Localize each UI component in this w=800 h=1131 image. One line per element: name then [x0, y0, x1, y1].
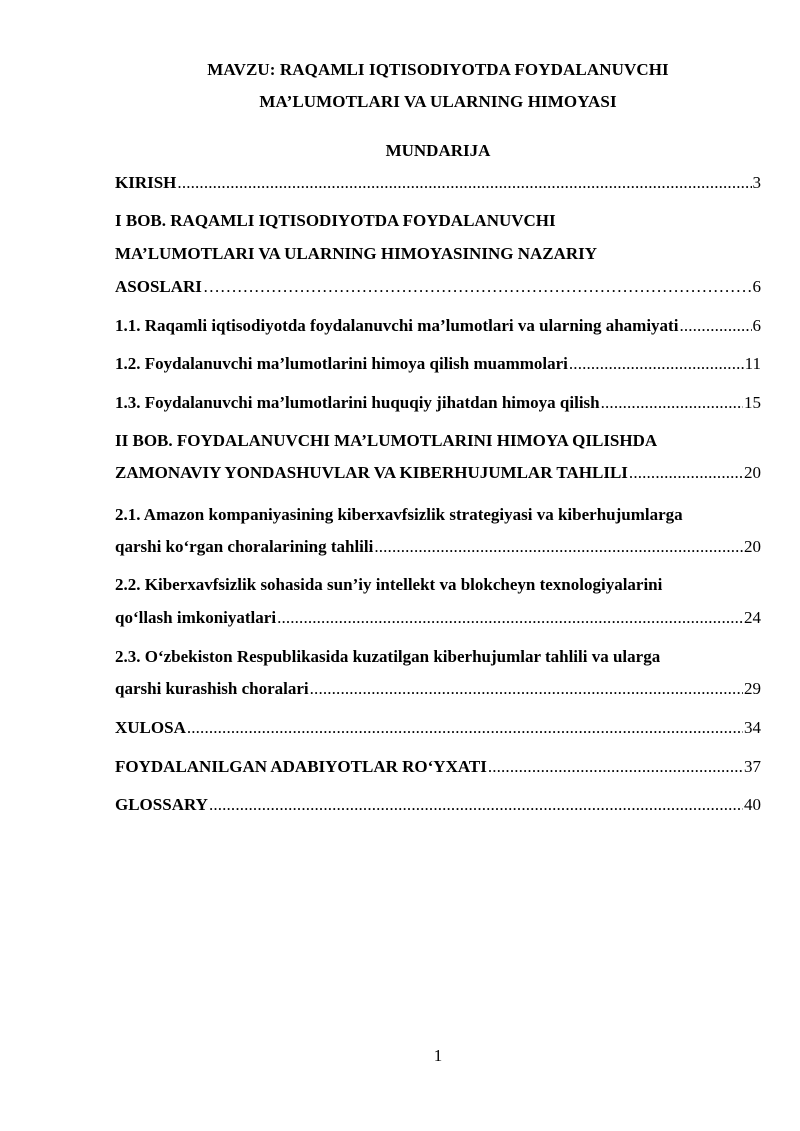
document-title-line-1: MAVZU: RAQAMLI IQTISODIYOTDA FOYDALANUVCHI [207, 60, 669, 79]
toc-entry-page: 11 [744, 354, 761, 373]
toc-entry-label: qo‘llash imkoniyatlari [115, 608, 277, 627]
toc-entry-page: 40 [744, 795, 761, 814]
toc-entry-page: 6 [752, 277, 761, 296]
toc-entry-label: GLOSSARY [115, 795, 208, 814]
toc-entry-label: 2.2. Kiberxavfsizlik sohasida sun’iy intellekt va blokcheyn texnologiyalarini [115, 575, 663, 594]
toc-entry-2-1-line-2[interactable] [115, 537, 761, 557]
toc-entry-kirish[interactable] [115, 173, 761, 193]
dot-leader [679, 316, 751, 336]
dot-leader [277, 608, 743, 628]
toc-entry-2-3-line-1[interactable] [115, 647, 761, 667]
toc-entry-label: qarshi kurashish choralari [115, 679, 309, 698]
toc-entry-page: 20 [744, 463, 761, 482]
toc-chapter-1-line-2[interactable] [115, 244, 761, 264]
dot-leader [374, 537, 743, 557]
toc-entry-page: 34 [744, 718, 761, 737]
dot-leader [177, 173, 751, 193]
toc-entry-label: I BOB. RAQAMLI IQTISODIYOTDA FOYDALANUVCHI [115, 211, 556, 230]
toc-entry-label: II BOB. FOYDALANUVCHI MA’LUMOTLARINI HIMOYA QILISHDA [115, 431, 658, 450]
toc-entry-label: 2.3. O‘zbekiston Respublikasida kuzatilgan kiberhujumlar tahlili va ularga [115, 647, 661, 666]
toc-entry-2-2-line-2[interactable] [115, 608, 761, 628]
toc-entry-label: XULOSA [115, 718, 186, 737]
toc-entry-label: 1.1. Raqamli iqtisodiyotda foydalanuvchi ma’lumotlari va ularning ahamiyati [115, 316, 679, 335]
toc-entry-page: 24 [744, 608, 761, 627]
dot-leader [187, 718, 743, 738]
dot-leader [601, 393, 743, 413]
dot-leader [569, 354, 744, 374]
toc-entry-label: KIRISH [115, 173, 177, 192]
page-number: 1 [433, 1046, 443, 1065]
toc-entry-xulosa[interactable] [115, 718, 761, 738]
toc-entry-page: 37 [744, 757, 761, 776]
toc-entry-label: 1.2. Foydalanuvchi ma’lumotlarini himoya qilish muammolari [115, 354, 568, 373]
toc-heading: MUNDARIJA [385, 141, 491, 160]
toc-entry-adabiyotlar[interactable] [115, 757, 761, 777]
toc-entry-1-1[interactable] [115, 316, 761, 336]
toc-entry-1-2[interactable] [115, 354, 761, 374]
dot-leader [203, 277, 752, 297]
toc-entry-2-1-line-1[interactable] [115, 505, 761, 525]
toc-entry-label: qarshi ko‘rgan choralarining tahlili [115, 537, 374, 556]
toc-entry-label: FOYDALANILGAN ADABIYOTLAR RO‘YXATI [115, 757, 487, 776]
toc-entry-label: ASOSLARI [115, 277, 202, 296]
toc-entry-page: 15 [744, 393, 761, 412]
toc-entry-page: 6 [752, 316, 761, 335]
dot-leader [629, 463, 743, 483]
document-title-line-2: MA’LUMOTLARI VA ULARNING HIMOYASI [259, 92, 617, 111]
toc-entry-2-2-line-1[interactable] [115, 575, 761, 595]
toc-chapter-2-line-2[interactable] [115, 463, 761, 483]
dot-leader [209, 795, 743, 815]
toc-entry-glossary[interactable] [115, 795, 761, 815]
toc-entry-2-3-line-2[interactable] [115, 679, 761, 699]
toc-entry-page: 29 [744, 679, 761, 698]
toc-chapter-2-line-1[interactable] [115, 431, 761, 451]
toc-entry-page: 3 [752, 173, 761, 192]
toc-entry-label: ZAMONAVIY YONDASHUVLAR VA KIBERHUJUMLAR TAHLILI [115, 463, 628, 482]
toc-chapter-1-line-3[interactable] [115, 277, 761, 297]
toc-chapter-1-line-1[interactable] [115, 211, 761, 231]
toc-entry-page: 20 [744, 537, 761, 556]
toc-entry-1-3[interactable] [115, 393, 761, 413]
toc-entry-label: 1.3. Foydalanuvchi ma’lumotlarini huquqiy jihatdan himoya qilish [115, 393, 600, 412]
toc-entry-label: MA’LUMOTLARI VA ULARNING HIMOYASINING NAZARIY [115, 244, 598, 263]
dot-leader [488, 757, 743, 777]
toc-entry-label: 2.1. Amazon kompaniyasining kiberxavfsizlik strategiyasi va kiberhujumlarga [115, 505, 683, 524]
dot-leader [310, 679, 743, 699]
